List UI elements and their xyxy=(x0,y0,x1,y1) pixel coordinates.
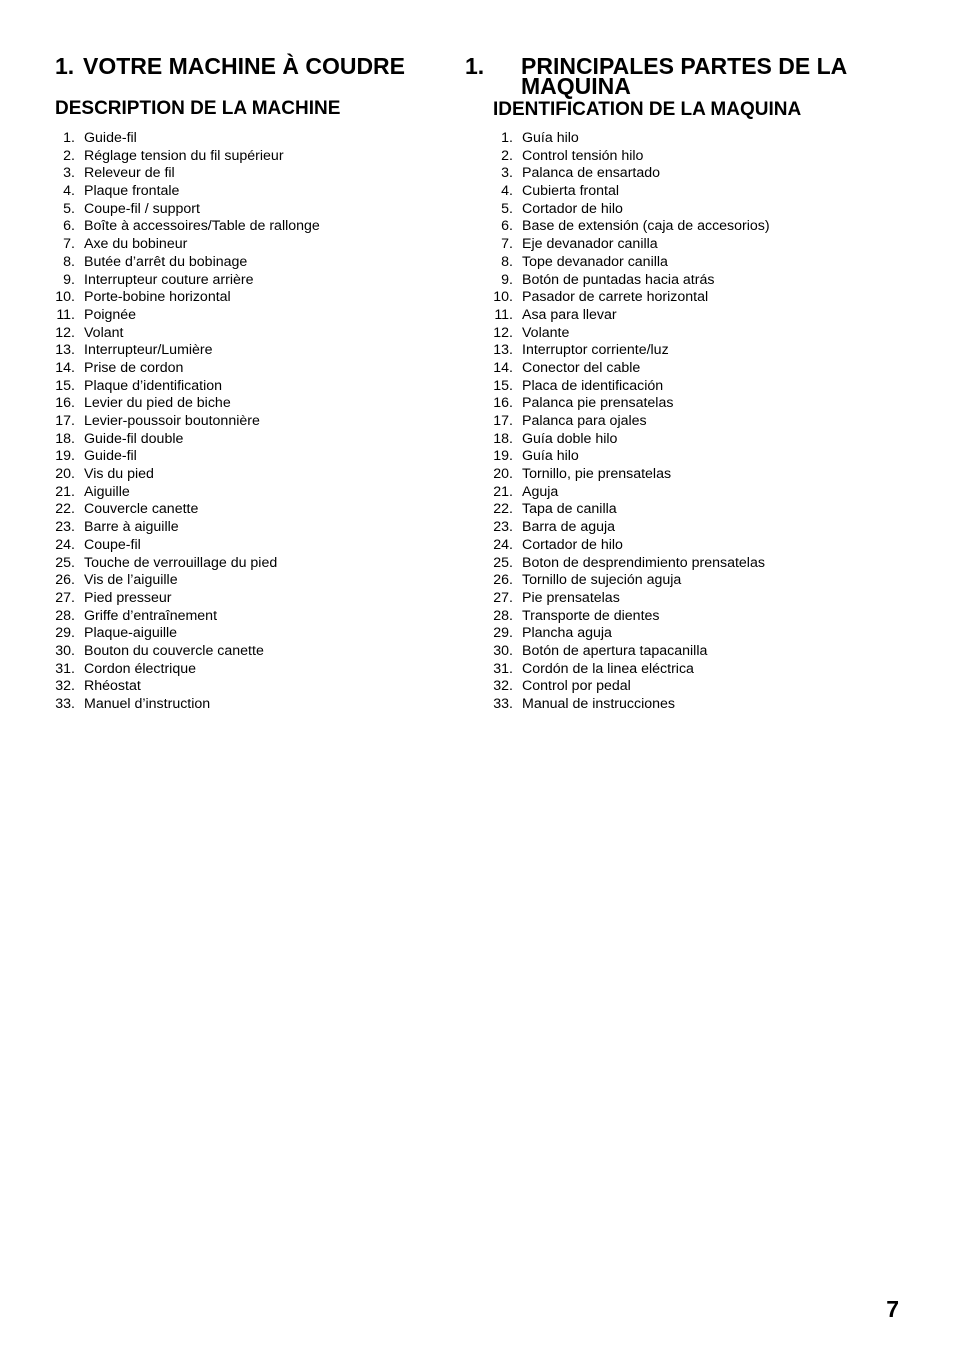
item-number: 13. xyxy=(55,342,75,359)
item-label: Griffe d’entraînement xyxy=(84,607,218,624)
item-number: 25. xyxy=(55,554,75,571)
item-number: 18. xyxy=(55,430,75,447)
item-label: Touche de verrouillage du pied xyxy=(84,554,278,571)
item-number: 7. xyxy=(63,236,75,253)
item-label: Boîte à accessoires/Table de rallonge xyxy=(84,218,320,235)
list-item xyxy=(493,661,913,679)
list-item xyxy=(55,661,465,679)
item-label: Palanca para ojales xyxy=(522,413,647,429)
list-item xyxy=(493,448,913,466)
item-label: Réglage tension du fil supérieur xyxy=(84,147,284,164)
item-number: 16. xyxy=(55,395,75,412)
item-number: 2. xyxy=(63,147,75,164)
item-number: 11. xyxy=(494,306,513,323)
item-number: 31. xyxy=(55,660,75,677)
item-number: 30. xyxy=(493,642,513,659)
item-label: Axe du bobineur xyxy=(84,236,188,253)
item-number: 24. xyxy=(55,536,75,553)
item-label: Tapa de canilla xyxy=(522,501,617,518)
item-label: Guía hilo xyxy=(522,130,579,146)
list-item xyxy=(493,201,913,219)
item-label: Palanca pie prensatelas xyxy=(522,395,674,412)
list-item xyxy=(55,201,465,219)
list-item xyxy=(55,165,465,183)
item-label: Plancha aguja xyxy=(522,625,612,642)
list-item xyxy=(493,555,913,573)
item-label: Guía doble hilo xyxy=(522,430,618,447)
list-item xyxy=(493,130,913,148)
list-item xyxy=(55,183,465,201)
item-number: 11. xyxy=(56,306,75,323)
list-item xyxy=(493,360,913,378)
item-number: 3. xyxy=(501,165,513,182)
list-item xyxy=(493,218,913,236)
spanish-subtitle: IDENTIFICATION DE LA MAQUINA xyxy=(493,99,802,120)
list-item xyxy=(55,307,465,325)
item-number: 18. xyxy=(493,430,513,447)
item-number: 32. xyxy=(55,678,75,695)
list-item xyxy=(493,325,913,343)
item-label: Prise de cordon xyxy=(84,359,184,376)
item-number: 33. xyxy=(55,696,75,712)
list-item xyxy=(55,431,465,449)
list-item xyxy=(493,696,913,714)
list-item xyxy=(55,537,465,555)
item-label: Barra de aguja xyxy=(522,519,616,536)
item-label: Couvercle canette xyxy=(84,501,199,518)
item-label: Cubierta frontal xyxy=(522,183,619,200)
item-label: Guía hilo xyxy=(522,448,579,465)
list-item xyxy=(55,254,465,272)
item-number: 30. xyxy=(55,642,75,659)
item-number: 17. xyxy=(493,413,513,429)
list-item xyxy=(493,183,913,201)
item-number: 14. xyxy=(493,359,513,376)
list-item xyxy=(493,625,913,643)
item-number: 12. xyxy=(55,324,75,341)
list-item xyxy=(493,501,913,519)
item-label: Aguja xyxy=(522,483,559,500)
item-label: Volant xyxy=(84,324,124,341)
item-number: 15. xyxy=(55,377,75,394)
french-column xyxy=(55,52,465,714)
item-number: 28. xyxy=(55,607,75,624)
item-number: 23. xyxy=(55,519,75,536)
list-item xyxy=(493,148,913,166)
item-label: Pied presseur xyxy=(84,589,172,606)
list-item xyxy=(55,484,465,502)
french-title-text: VOTRE MACHINE À COUDRE xyxy=(83,53,406,79)
item-number: 19. xyxy=(493,448,513,465)
item-label: Plaque d’identification xyxy=(84,377,223,394)
item-number: 22. xyxy=(493,501,513,518)
list-item xyxy=(55,678,465,696)
item-number: 10. xyxy=(493,289,513,306)
item-number: 20. xyxy=(55,466,75,483)
french-title-number: 1. xyxy=(55,53,75,79)
item-number: 19. xyxy=(55,448,75,465)
item-number: 12. xyxy=(493,324,513,341)
item-number: 14. xyxy=(55,359,75,376)
item-number: 28. xyxy=(493,607,513,624)
item-label: Levier du pied de biche xyxy=(84,395,231,412)
item-label: Aiguille xyxy=(84,483,130,500)
list-item xyxy=(55,289,465,307)
list-item xyxy=(493,519,913,537)
item-label: Tope devanador canilla xyxy=(522,253,668,270)
item-number: 4. xyxy=(501,183,513,200)
item-number: 10. xyxy=(55,289,75,306)
item-label: Porte-bobine horizontal xyxy=(84,289,231,306)
item-label: Transporte de dientes xyxy=(522,607,660,624)
spanish-parts-list xyxy=(493,130,913,714)
item-label: Bouton du couvercle canette xyxy=(84,642,264,659)
item-number: 8. xyxy=(501,253,513,270)
list-item xyxy=(493,342,913,360)
item-label: Boton de desprendimiento prensatelas xyxy=(522,554,765,571)
item-label: Guide-fil xyxy=(84,448,137,465)
list-item xyxy=(493,572,913,590)
item-label: Coupe-fil / support xyxy=(84,200,200,217)
item-label: Pie prensatelas xyxy=(522,589,620,606)
list-item xyxy=(55,236,465,254)
item-number: 13. xyxy=(493,342,513,359)
item-number: 29. xyxy=(493,625,513,642)
item-number: 5. xyxy=(63,200,75,217)
item-number: 2. xyxy=(501,147,513,164)
item-label: Plaque-aiguille xyxy=(84,625,178,642)
list-item xyxy=(55,342,465,360)
item-label: Cordon électrique xyxy=(84,660,196,677)
list-item xyxy=(493,272,913,290)
list-item xyxy=(55,643,465,661)
item-number: 31. xyxy=(493,660,513,677)
page-number: 7 xyxy=(886,1296,899,1322)
item-label: Vis du pied xyxy=(84,466,154,483)
item-label: Eje devanador canilla xyxy=(522,236,658,253)
list-item xyxy=(55,272,465,290)
item-label: Vis de l’aiguille xyxy=(84,572,178,589)
item-number: 17. xyxy=(55,413,75,429)
item-number: 1. xyxy=(63,130,75,146)
list-item xyxy=(493,537,913,555)
item-number: 20. xyxy=(493,466,513,483)
item-label: Guide-fil double xyxy=(84,430,184,447)
list-item xyxy=(493,484,913,502)
list-item xyxy=(55,378,465,396)
french-parts-list xyxy=(55,130,465,714)
item-number: 23. xyxy=(493,519,513,536)
list-item xyxy=(493,431,913,449)
item-number: 33. xyxy=(493,696,513,712)
item-number: 25. xyxy=(493,554,513,571)
item-number: 8. xyxy=(63,253,75,270)
list-item xyxy=(55,395,465,413)
item-label: Palanca de ensartado xyxy=(522,165,661,182)
item-label: Base de extensión (caja de accesorios) xyxy=(522,218,770,235)
list-item xyxy=(55,466,465,484)
list-item xyxy=(493,643,913,661)
item-label: Placa de identificación xyxy=(522,377,664,394)
item-number: 27. xyxy=(493,589,513,606)
item-number: 27. xyxy=(55,589,75,606)
item-label: Guide-fil xyxy=(84,130,137,146)
list-item xyxy=(493,254,913,272)
item-label: Interrupteur couture arrière xyxy=(84,271,254,288)
item-label: Control por pedal xyxy=(522,678,631,695)
list-item xyxy=(493,289,913,307)
list-item xyxy=(55,413,465,431)
item-label: Poignée xyxy=(84,306,137,323)
item-number: 3. xyxy=(63,165,75,182)
item-number: 22. xyxy=(55,501,75,518)
spanish-title-number: 1. xyxy=(465,53,485,79)
item-number: 26. xyxy=(55,572,75,589)
item-label: Volante xyxy=(522,324,570,341)
item-label: Conector del cable xyxy=(522,359,641,376)
list-item xyxy=(55,572,465,590)
list-item xyxy=(55,519,465,537)
list-item xyxy=(55,501,465,519)
item-label: Plaque frontale xyxy=(84,183,180,200)
list-item xyxy=(55,696,465,714)
list-item xyxy=(55,625,465,643)
item-number: 24. xyxy=(493,536,513,553)
item-number: 16. xyxy=(493,395,513,412)
list-item xyxy=(493,678,913,696)
item-label: Barre à aiguille xyxy=(84,519,179,536)
item-label: Manual de instrucciones xyxy=(522,696,675,712)
item-label: Manuel d’instruction xyxy=(84,696,211,712)
item-number: 6. xyxy=(63,218,75,235)
item-label: Control tensión hilo xyxy=(522,147,644,164)
item-label: Levier-poussoir boutonnière xyxy=(84,413,260,429)
spanish-main-title xyxy=(465,52,913,99)
item-number: 26. xyxy=(493,572,513,589)
list-item xyxy=(55,608,465,626)
list-item xyxy=(493,590,913,608)
list-item xyxy=(493,608,913,626)
item-number: 9. xyxy=(501,271,513,288)
spanish-column xyxy=(465,52,913,714)
item-number: 4. xyxy=(63,183,75,200)
list-item xyxy=(493,413,913,431)
list-item xyxy=(493,378,913,396)
item-label: Butée d’arrêt du bobinage xyxy=(84,253,248,270)
item-label: Interrupteur/Lumière xyxy=(84,342,213,359)
list-item xyxy=(55,590,465,608)
item-number: 15. xyxy=(493,377,513,394)
item-label: Cordón de la linea eléctrica xyxy=(522,660,694,677)
list-item xyxy=(493,236,913,254)
list-item xyxy=(55,325,465,343)
item-label: Tornillo de sujeción aguja xyxy=(522,572,682,589)
list-item xyxy=(493,307,913,325)
list-item xyxy=(55,218,465,236)
item-label: Tornillo, pie prensatelas xyxy=(522,466,672,483)
french-subtitle: DESCRIPTION DE LA MACHINE xyxy=(55,98,341,119)
spanish-title-text: PRINCIPALES PARTES DE LA MAQUINA xyxy=(521,53,847,99)
item-number: 5. xyxy=(501,200,513,217)
list-item xyxy=(493,395,913,413)
item-number: 1. xyxy=(501,130,513,146)
item-label: Interruptor corriente/luz xyxy=(522,342,669,359)
french-main-title xyxy=(55,52,465,79)
item-label: Botón de puntadas hacia atrás xyxy=(522,271,715,288)
list-item xyxy=(493,466,913,484)
list-item xyxy=(55,148,465,166)
item-number: 6. xyxy=(501,218,513,235)
list-item xyxy=(55,130,465,148)
item-label: Releveur de fil xyxy=(84,165,175,182)
item-label: Coupe-fil xyxy=(84,536,141,553)
item-number: 21. xyxy=(55,483,75,500)
list-item xyxy=(55,360,465,378)
list-item xyxy=(493,165,913,183)
list-item xyxy=(55,448,465,466)
item-label: Pasador de carrete horizontal xyxy=(522,289,709,306)
item-number: 29. xyxy=(55,625,75,642)
item-number: 32. xyxy=(493,678,513,695)
item-number: 7. xyxy=(501,236,513,253)
item-label: Asa para llevar xyxy=(522,306,617,323)
item-label: Botón de apertura tapacanilla xyxy=(522,642,708,659)
item-label: Rhéostat xyxy=(84,678,141,695)
item-label: Cortador de hilo xyxy=(522,200,623,217)
item-number: 21. xyxy=(493,483,513,500)
list-item xyxy=(55,555,465,573)
item-number: 9. xyxy=(63,271,75,288)
item-label: Cortador de hilo xyxy=(522,536,623,553)
